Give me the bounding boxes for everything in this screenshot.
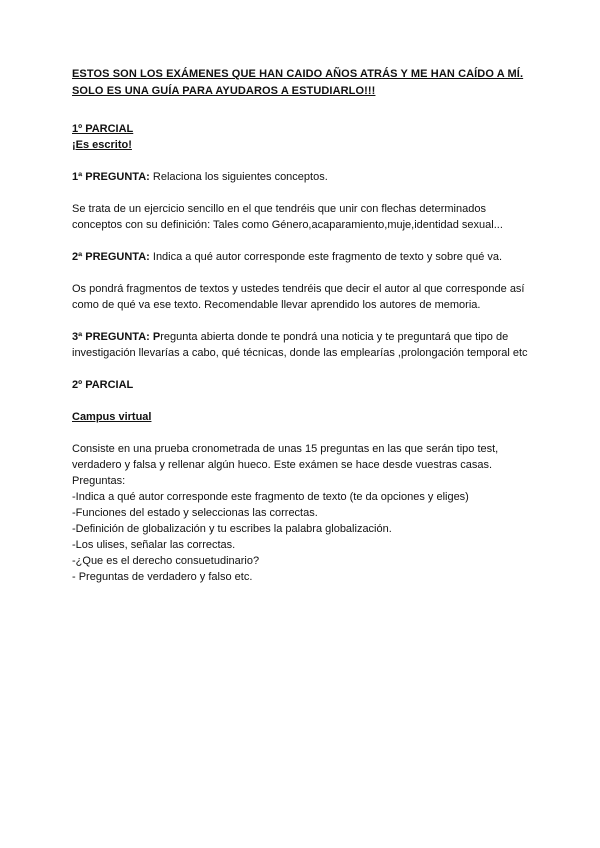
document-content xyxy=(72,66,532,585)
question-2-detail: Os pondrá fragmentos de textos y ustedes tendréis que decir el autor al que corresponde así como de qué va ese texto. Recomendable llevar aprendido los autores de memoria. xyxy=(72,283,525,311)
heading-line-1: ESTOS SON LOS EXÁMENES QUE HAN CAIDO AÑOS ATRÁS Y ME HAN CAÍDO A MÍ. xyxy=(72,68,524,80)
question-1-label: 1ª PREGUNTA: xyxy=(72,171,150,183)
question-3 xyxy=(72,329,532,361)
parcial1-subtitle: ¡Es escrito! xyxy=(72,139,132,151)
question-2 xyxy=(72,249,532,265)
question-list-item: -Funciones del estado y seleccionas las correctas. xyxy=(72,507,318,519)
parcial1-header xyxy=(72,121,532,153)
question-1-detail: Se trata de un ejercicio sencillo en el que tendréis que unir con flechas determinados conceptos con su definición: Tales como Género,acaparamiento,muje,identidad sexual... xyxy=(72,203,503,231)
parcial2-body xyxy=(72,441,532,585)
question-list-item: -¿Que es el derecho consuetudinario? xyxy=(72,555,260,567)
question-1 xyxy=(72,169,532,185)
parcial2-title: 2º PARCIAL xyxy=(72,379,134,391)
question-3-text: regunta abierta donde te pondrá una noticia y te preguntará que tipo de investigación llevarías a cabo, qué técnicas, donde las emplearías ,prolongación temporal etc xyxy=(72,331,528,359)
parcial2-description: Consiste en una prueba cronometrada de unas 15 preguntas en las que serán tipo test, verdadero y falsa y rellenar algún hueco. Este exámen se hace desde vuestras casas. xyxy=(72,443,499,471)
question-list-item: -Definición de globalización y tu escribes la palabra globalización. xyxy=(72,523,392,535)
parcial1-title: 1º PARCIAL xyxy=(72,123,134,135)
question-1-text: Relaciona los siguientes conceptos. xyxy=(149,171,328,183)
question-list-item: -Indica a qué autor corresponde este fragmento de texto (te da opciones y eliges) xyxy=(72,491,469,503)
campus-virtual-title: Campus virtual xyxy=(72,411,152,423)
preguntas-label: Preguntas: xyxy=(72,475,126,487)
question-3-label: 3ª PREGUNTA: P xyxy=(72,331,161,343)
question-list-item: -Los ulises, señalar las correctas. xyxy=(72,539,236,551)
heading-line-2: SOLO ES UNA GUÍA PARA AYUDAROS A ESTUDIARLO!!! xyxy=(72,85,376,97)
question-2-text: Indica a qué autor corresponde este fragmento de texto y sobre qué va. xyxy=(149,251,503,263)
question-list-item: - Preguntas de verdadero y falso etc. xyxy=(72,571,253,583)
document-heading xyxy=(72,66,532,100)
question-2-label: 2ª PREGUNTA: xyxy=(72,251,150,263)
